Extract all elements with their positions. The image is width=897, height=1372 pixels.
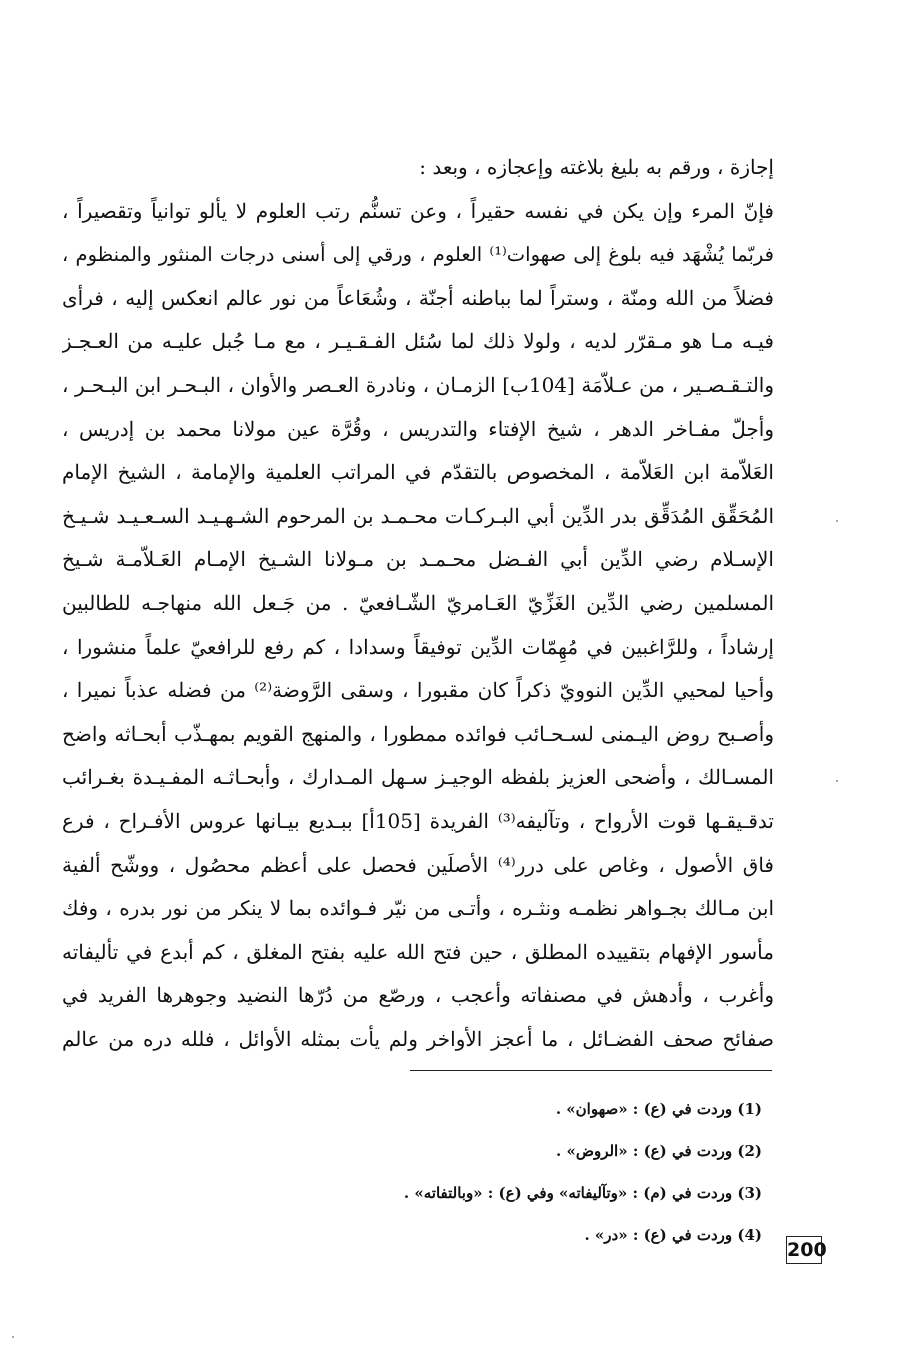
text-line: فربّما يُشْهَد فيه بلوغ إلى صهوات⁽¹⁾ العلوم ، ورقي إلى أسنى درجات المنثور والمنظوم ، <box>62 243 774 267</box>
margin-speck <box>836 520 838 522</box>
text-line: إجازة ، ورقم به بليغ بلاغته وإعجازه ، وبعد : <box>419 155 774 179</box>
text-line: المسـالك ، وأضحى العزيز بلفظه الوجيـز سـهل المـدارك ، وأبحـاثـه المفـيـدة بغـرائب <box>62 765 774 790</box>
margin-speck <box>12 1336 14 1338</box>
footnote: (3) وردت في (م) : «وتآليفاته» وفي (ع) : «وبالتفاته» . <box>403 1184 762 1202</box>
text-line: إرشاداً ، وللرَّاغبين في مُهِمّات الدِّين توفيقاً وسدادا ، كم رفع للرافعيّ علماً منشورا ، <box>62 634 774 659</box>
page-number: 200 <box>786 1236 822 1264</box>
text-line: فضلاً من الله ومنّة ، وستراً لما بباطنه أجنّة ، وشُعَاعاً من نور عالم انعكس إليه ، فرأى <box>62 285 774 310</box>
text-line: العَلاّمة ابن العَلاّمة ، المخصوص بالتقدّم في المراتب العلمية والإمامة ، الشيخ الإمام <box>62 460 774 485</box>
text-line: وأحيا لمحيي الدِّين النوويّ ذكراً كان مقبورا ، وسقى الرَّوضة⁽²⁾ من فضله عذباً نميرا ، <box>62 678 774 703</box>
footnotes-block <box>330 1088 762 1256</box>
text-line: وأغرب ، وأدهش في مصنفاته وأعجب ، ورصّع من دُرّها النضيد وجوهرها الفريد في <box>62 983 774 1008</box>
footnote-separator <box>410 1070 772 1071</box>
text-line: مأسور الإفهام بتقييده المطلق ، حين فتح الله عليه بفتح المغلق ، كم أبدع في تأليفاته <box>62 939 774 964</box>
text-line: وأجلّ مفـاخر الدهر ، شيخ الإفتاء والتدريس ، وقُرَّة عين مولانا محمد بن إدريس ، <box>62 416 774 441</box>
text-line: صفائح صحف الفضـائل ، ما أعجز الأواخر ولم يأت بمثله الأوائل ، فلله دره من عالم <box>62 1026 774 1051</box>
text-line: فاق الأصول ، وغاص على درر⁽⁴⁾ الأصلَين فحصل على أعظم محصُول ، ووشّح ألفية <box>62 852 774 877</box>
text-line: فإنّ المرء وإن يكن في نفسه حقيراً ، وعن تسنُّم رتب العلوم لا يألو توانياً وتقصيراً ، <box>62 198 774 223</box>
margin-speck <box>836 780 838 782</box>
footnote: (1) وردت في (ع) : «صهوان» . <box>555 1100 762 1118</box>
text-line: ابن مـالك بجـواهر نظمـه ونثـره ، وأتـى من نيّر فـوائده بما لا ينكر من نور بدره ، وفك <box>62 896 774 921</box>
text-line: والتـقـصـير ، من عـلاّمَة [104ب] الزمـان ، ونادرة العـصر والأوان ، البـحـر ابن البـحـر ، <box>62 372 774 397</box>
text-line: الإسـلام رضي الدِّين أبي الفـضل محـمـد بن مـولانا الشـيخ الإمـام العَـلاّمـة شـيخ <box>62 547 774 572</box>
text-line: وأصـبح روض اليـمنى لسـحـائب فوائده ممطورا ، والمنهج القويم بمهـذّب أبحـاثه واضح <box>62 721 774 746</box>
text-line: تدقـيقـها قوت الأرواح ، وتآليفه⁽³⁾ الفريدة [105أ] ببـديع بيـانها عروس الأفـراح ، فرع <box>62 808 774 833</box>
footnote: (4) وردت في (ع) : «در» . <box>584 1226 762 1244</box>
footnote: (2) وردت في (ع) : «الروض» . <box>556 1142 762 1160</box>
text-line: المسلمين رضي الدِّين الغَزِّيّ العَـامريّ الشّـافعيّ . من جَـعل الله منهاجـه للطالبين <box>62 590 774 615</box>
text-line: المُحَقِّق المُدَقِّق بدر الدِّين أبي البـركـات محـمـد بن المرحوم الشـهـيـد السـعـيـد شـيـخ <box>62 503 774 528</box>
main-text-block <box>62 146 774 1061</box>
text-line: فيـه مـا هو مـقرّر لديه ، ولولا ذلك لما سُئل الفـقـيـر ، مع مـا جُبل عليـه من العـجـز <box>62 329 774 354</box>
